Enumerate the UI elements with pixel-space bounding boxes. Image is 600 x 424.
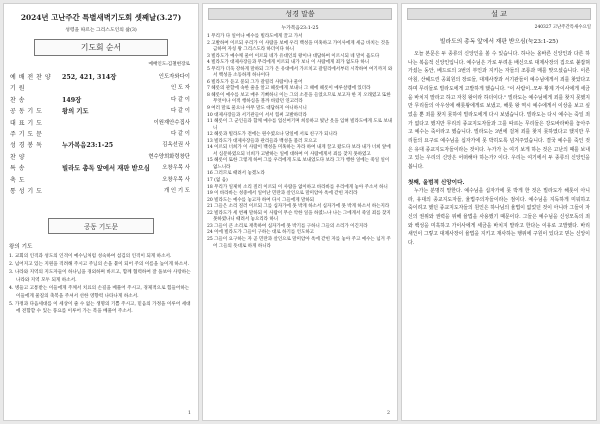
order-row xyxy=(4,139,198,150)
page-number: 1 xyxy=(187,410,191,416)
order-item-label: 기 원 xyxy=(10,85,25,93)
order-item-person: 개 인 기 도 xyxy=(164,187,190,194)
order-item-person: 이원재안수집사 xyxy=(153,119,190,126)
verse: 13 빌라도가 대제사장들과 관리들과 백성을 불러 모으고 xyxy=(207,138,317,144)
order-row xyxy=(4,162,198,173)
verse: 24 이에 빌라도가 그들이 구하는 대로 하기를 언도하고 xyxy=(207,230,315,236)
order-item-content: 149장 xyxy=(62,96,82,104)
verse: 22 빌라도가 세 번째 말하되 이 사람이 무슨 악한 일을 하였느냐 나는 그에게서 죽일 죄를 찾지 못하였나니 때려서 놓으리라 하니 xyxy=(207,210,391,223)
verse: 4 빌라도가 대제사장들과 무리에게 이르되 내가 보니 이 사람에게 죄가 없도다 하니 xyxy=(207,60,370,66)
sermon-section-title: 설 교 xyxy=(407,8,591,20)
verse: 17 (없 음) xyxy=(207,178,228,184)
verse: 12 헤롯과 빌라도가 전에는 원수였으나 당일에 서로 친구가 되니라 xyxy=(207,132,338,138)
sermon-paragraph-1: 오늘 본문은 두 종류의 신앙인을 볼 수 있습니다. 하나는 올바른 신앙인과 다른 하나는 복음적 신앙인입니다. 예수님은 가로 두려운 배신으로 대제사장의 집으로 붙잡혀 가셨는 동안, 베드로의 3번의 부인과 지키는 자들의 조롱과 매를 맞으셨습니다. 이른 아침, 산헤드린 공회원의 장로들, 대제사장과 서기관들이 예수님에게서 죄를 찾았다고 하며 무리들로 빌라도에게 고발하게 했습니다. "이 사람이..모두 황제 가이사에게 세금을 바치지 말라고 하고 자칭 왕이라 하더이다." 빌라도는 예수님에게 죄를 찾지 못했지만 무리들의 아우성에 해롯왕에게로 보냈고, 해롯 왕 역시 예수에게서 이상을 보고 싶었을 뿐 죄를 찾지 못하여 빌라도에게 다시 보냈습니다. 빌라도는 다시 예수는 죽일 죄가 없다고 했지만 무리의 종교지도자들과 그를 따르는 무리들은 강도바라바를 놓아주고 예수는 죽이라고 했습니다. 빌라도는 3번에 걸쳐 죄를 찾지 못하였다고 했지만 무리들의 요구로 예수님을 십자가에 못 박히도록 넘겨주었습니다. 결국 예수를 죽인 것은 유대 종교지도자들이라는 것이다. 누가가 는 여기 보게 하는 것은 고난의 때를 보내고 있는 우리의 신앙은 어떠해야 하는가? 이다. 우리는 여기에서 두 종류의 신앙인을 봅니다. xyxy=(408,51,590,171)
order-item-label: 찬 양 xyxy=(10,153,25,161)
order-item-person: 다 같 이 xyxy=(170,108,190,115)
order-row xyxy=(4,105,198,116)
order-row xyxy=(4,185,198,196)
order-row xyxy=(4,151,198,162)
verse: 10 대제사장들과 서기관들이 서서 힘써 고발하더라 xyxy=(207,112,307,118)
scripture-verses xyxy=(203,34,397,250)
verse: 21 그들은 소리 질러 이르되 그를 십자가에 못 박게 하소서 십자가에 못 박게 하소서 하는지라 xyxy=(207,204,390,210)
order-item-person: 김옥선권 사 xyxy=(162,142,190,149)
verse: 9 여러 말로 물으나 아무 말도 대답하지 아니하시니 xyxy=(207,106,307,112)
order-item-person: 인도자와다이 xyxy=(158,74,190,80)
prayer-item: 2. 넘어지고 있는 지원을 격려해 주시고 주님의 손을 붙이 되어 주의 이름을 높이게 하소서. xyxy=(9,262,190,268)
order-item-content: 252, 421, 314장 xyxy=(62,74,117,81)
order-row xyxy=(4,128,198,139)
verse: 19 이 바라바는 성중에서 일어난 민란과 살인으로 말미암아 옥에 갇힌 자러라 xyxy=(207,191,358,197)
scripture-reference: 누가복음23:1-25 xyxy=(281,26,319,31)
bulletin-page-3 xyxy=(401,3,597,421)
order-item-person: 현수양희화령창단 xyxy=(148,153,190,160)
verse: 25 그들이 요구하는 자 곧 민란과 살인으로 말미암아 옥에 갇힌 자를 놓아 주고 예수는 넘겨 주어 그들의 뜻대로 하게 하니라 xyxy=(207,236,391,249)
sermon-date: 240327 고난주간특새수요일 xyxy=(534,25,591,30)
verse: 18 무리가 일제히 소리 질러 이르되 이 사람을 없이하고 바라바를 우리에게 놓아 주소서 하니 xyxy=(207,184,388,190)
verse: 16 그러므로 때려서 놓겠노라 xyxy=(207,171,265,177)
prayer-list xyxy=(4,253,198,316)
bulletin-page-2 xyxy=(202,3,398,421)
order-row xyxy=(4,94,198,105)
order-of-service-title: 기도회 순서 xyxy=(34,39,168,56)
verse: 7 헤롯의 관할에 속한 줄을 알고 헤롯에게 보내니 그 때에 헤롯이 예루살렘에 있더라 xyxy=(207,86,371,92)
bulletin-subtitle: 성령을 따르는 그리스도인의 삶(3) xyxy=(65,28,137,33)
joint-prayer-title: 공동 기도문 xyxy=(48,218,154,234)
order-item-label: 성 경 봉 독 xyxy=(10,142,43,150)
verse: 1 무리가 다 일어나 예수를 빌라도에게 끌고 가서 xyxy=(207,34,303,39)
order-item-label: 공 동 기 도 xyxy=(10,108,43,116)
order-item-label: 특 송 xyxy=(10,165,25,173)
verse: 11 헤롯이 그 군인들과 함께 예수를 업신여기며 희롱하고 빛난 옷을 입혀 빌라도에게 도로 보내니 xyxy=(207,119,393,131)
sermon-title: 빌라도의 총독 앞에서 재판 받으심(눅23:1-25) xyxy=(439,39,559,45)
prayer-item: 5. 가정과 다음세대를 이 세상이 줄 수 없는 생명의 기쁨 주시고, 믿음의 가정을 이루어 세대에 전함할 수 있는 풍요를 이루어 가는 복을 베풀어 주소서. xyxy=(9,301,191,315)
order-item-label: 축 도 xyxy=(10,176,25,184)
order-item-content: 누가복음23:1-25 xyxy=(62,142,114,150)
prayer-item: 3. 나라와 지역의 지도자들이 하나님을 경외하며 바르고, 함께 협력하여 잘 돌보아 사랑하는 나라와 지역 모두 되게 하소서. xyxy=(9,270,191,284)
order-item-label: 주 기 도 문 xyxy=(10,130,43,138)
order-item-label: 찬 송 xyxy=(10,96,25,104)
verse: 5 무리가 더욱 강하게 말하되 그가 온 유대에서 가르치고 갈릴리에서부터 시작하여 여기까지 와서 백성을 소동하게 하나이다 xyxy=(207,66,393,79)
scripture-title: 성경 말씀 xyxy=(208,8,392,20)
verse: 14 이르되 너희가 이 사람이 백성을 미혹하는 자라 하여 내게 끌고 왔도다 보라 내가 너희 앞에서 심문하였으되 너희가 고발하는 일에 대하여 이 사람에게서 죄를 찾지 못하였고 xyxy=(207,145,391,157)
verse: 15 헤롯이 또한 그렇게 하여 그를 우리에게 도로 보내었도다 보라 그가 행한 일에는 죽일 일이 없느니라 xyxy=(207,158,390,170)
order-item-label: 대 표 기 도 xyxy=(10,119,43,127)
prayer-item: 4. 병들고 고통받는 이들에게 주께서 치료의 손길을 베풀어 주시고, 경제적으로 힘들어하는 이들에게 물질의 축복을 주셔서 선한 영향력 나타나게 하소서. xyxy=(9,286,190,299)
order-item-person: 오창우목 사 xyxy=(162,165,190,172)
order-item-person: 인 도 자 xyxy=(170,85,190,92)
order-item-content: 빌라도 총독 앞에서 재판 받으심 xyxy=(62,165,150,173)
service-leader: 예배인도:김철현장로 xyxy=(148,62,190,67)
bulletin-page-1 xyxy=(3,3,199,421)
order-of-service-list xyxy=(4,71,198,196)
order-item-label: 예 배 전 찬 양 xyxy=(10,74,52,81)
order-item-person: 오창우목 사 xyxy=(162,176,190,183)
order-item-label: 통 성 기 도 xyxy=(10,187,43,195)
order-row xyxy=(4,82,198,93)
verse: 8 헤롯이 예수를 보고 매우 기뻐하니 이는 그의 소문을 들었으므로 보고자 한 지 오래였고 또한 무엇이나 이적 행하심을 볼까 바랐던 연고러라 xyxy=(207,92,391,105)
sermon-paragraph-2: 누가는 분명히 말한다. 예수님을 십자가에 못 박게 한 것은 빌라도가 해롯이 아니라, 유대의 종교지도자들, 율법주의자들이라는 점이다. 예수님을 지독하게 미워하고 죽이려고 했던 종교지도자들의 원인은 하나님의 율법이 없었던 것이 아니라 그들이 자신의 권위와 권력을 위해 율법을 사용했기 때문이다. 그들은 예수님을 신성모독의 죄와 백성을 미혹하고 가이사에게 세금을 바치지 말라고 한다는 이유로 고발했다. 바리새인이 그렇고 대제사장이 율법을 지키고 재사하는 행위에 구원이 있다고 믿는 신앙이다. xyxy=(408,187,590,247)
order-item-person: 다 같 이 xyxy=(170,96,190,103)
order-row xyxy=(4,117,198,128)
bulletin-title: 2024년 고난주간 특별새벽기도회 셋째날(3.27) xyxy=(20,13,182,22)
order-item-content: 왕의 기도 xyxy=(62,108,89,116)
verse: 23 그들이 큰 소리로 재촉하여 십자가에 못 박기를 구하니 그들의 소리가 이긴지라 xyxy=(207,223,368,229)
prayer-item: 1. 교회의 인격과 성도의 인격이 예수님처럼 성숙하여 섬김의 인격이 되게 하소서. xyxy=(9,254,172,260)
sermon-point-heading: 첫째, 올범적 신앙이다. xyxy=(408,179,465,186)
verse: 6 빌라도가 듣고 묻되 그가 갈릴리 사람이냐 물어 xyxy=(207,79,303,85)
verse: 2 고발하여 이르되 우리가 이 사람을 보매 우리 백성을 미혹하고 가이사에게 세금 바치는 것을 금하며 자칭 왕 그리스도라 하더이다 하니 xyxy=(207,40,390,53)
order-item-person: 다 같 이 xyxy=(170,130,190,137)
order-row xyxy=(4,71,198,82)
verse: 20 빌라도는 예수를 놓고자 하여 다시 그들에게 말하되 xyxy=(207,197,315,203)
verse: 3 빌라도가 예수께 물어 이르되 네가 유대인의 왕이냐 대답하여 이르시되 네 말이 옳도다 xyxy=(207,53,380,59)
prayer-heading: 왕의 기도 xyxy=(9,244,33,251)
order-row xyxy=(4,174,198,185)
page-number: 2 xyxy=(386,410,390,416)
